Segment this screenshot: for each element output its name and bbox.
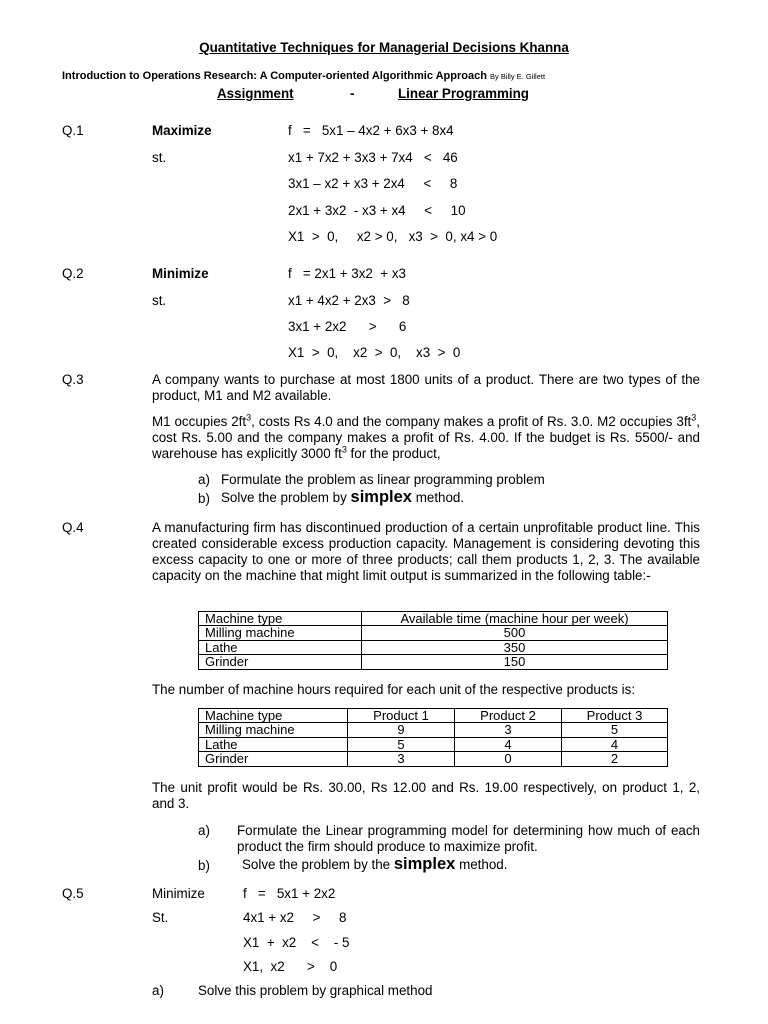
assignment-topic: Linear Programming (398, 86, 529, 101)
q3-p2-part-4: for the product, (346, 446, 441, 461)
subtitle-text: Introduction to Operations Research: A Computer-oriented Algorithmic Approach (62, 70, 487, 82)
q4-b-label: b) (198, 858, 210, 873)
table-cell: Lathe (199, 737, 348, 751)
table-cell: Grinder (199, 655, 362, 669)
table-header-cell: Product 1 (348, 709, 455, 723)
table-header-cell: Machine type (199, 612, 362, 626)
q1-constraint-3: 2x1 + 3x2 - x3 + x4 < 10 (288, 203, 466, 218)
q2-type: Minimize (152, 266, 209, 281)
table-header-row (199, 612, 668, 626)
table-cell: 4 (562, 737, 668, 751)
table-cell: 350 (362, 640, 668, 654)
table-cell: 0 (455, 752, 562, 766)
q2-constraint-1: x1 + 4x2 + 2x3 > 8 (288, 293, 410, 308)
q3-a-text: Formulate the problem as linear programming problem (221, 472, 545, 487)
q1-constraint-1: x1 + 7x2 + 3x3 + 7x4 < 46 (288, 150, 458, 165)
q2-objective: f = 2x1 + 3x2 + x3 (288, 266, 406, 281)
table-cell: 9 (348, 723, 455, 737)
q3-sup-3: 3 (341, 444, 347, 455)
table-header-row (199, 709, 668, 723)
q3-p2-part-1: M1 occupies 2ft (152, 414, 247, 429)
q4-a-text: Formulate the Linear programming model for determining how much of each product the firm should produce to maximize profit. (237, 823, 700, 854)
q3-b-simplex: simplex (350, 488, 412, 506)
q5-a-label: a) (152, 983, 164, 998)
q1-type: Maximize (152, 123, 212, 138)
q3-paragraph-1: A company wants to purchase at most 1800 units of a product. There are two types of the product, M1 and M2 available. (152, 372, 700, 403)
q3-p2-part-3: , cost Rs. 5.00 and the company makes a profit of Rs. 4.00. If the budget is Rs. 5500/- and warehouse has explicitly 3000 ft (152, 414, 701, 461)
table-cell: Milling machine (199, 723, 348, 737)
q3-sup-2: 3 (691, 412, 697, 423)
q5-st: St. (152, 910, 169, 925)
table-cell: 5 (562, 723, 668, 737)
q4-paragraph-3: The unit profit would be Rs. 30.00, Rs 12.00 and Rs. 19.00 respectively, on product 1, 2, and 3. (152, 780, 700, 811)
q3-number: Q.3 (62, 372, 84, 387)
q5-number: Q.5 (62, 886, 84, 901)
q4-a-label: a) (198, 823, 210, 838)
machine-hours-table (198, 708, 668, 767)
table-cell: 4 (455, 737, 562, 751)
table-cell: Lathe (199, 640, 362, 654)
q4-b-text-1: Solve the problem by the (242, 857, 391, 872)
assignment-label: Assignment (217, 86, 294, 101)
document-title: Quantitative Techniques for Managerial Decisions Khanna (199, 40, 569, 55)
q5-constraint-3: X1, x2 > 0 (243, 959, 338, 974)
q1-constraint-2: 3x1 – x2 + x3 + 2x4 < 8 (288, 176, 458, 191)
q4-number: Q.4 (62, 520, 84, 535)
table-row (199, 640, 668, 654)
table-row (199, 655, 668, 669)
q2-constraint-2: 3x1 + 2x2 > 6 (288, 319, 407, 334)
q5-objective: f = 5x1 + 2x2 (243, 886, 336, 901)
q4-b-text (242, 856, 507, 873)
q3-b-text-2: method. (415, 490, 465, 505)
table-cell: 3 (348, 752, 455, 766)
table-cell: Milling machine (199, 626, 362, 640)
q5-a-text: Solve this problem by graphical method (198, 983, 433, 998)
document-subtitle (62, 68, 545, 85)
table-cell: Grinder (199, 752, 348, 766)
table-header-cell: Product 2 (455, 709, 562, 723)
q1-st: st. (152, 150, 167, 165)
q3-sup-1: 3 (246, 412, 252, 423)
q4-b-text-2: method. (459, 857, 508, 872)
q1-objective: f = 5x1 – 4x2 + 6x3 + 8x4 (288, 123, 454, 138)
table-row (199, 737, 668, 751)
q3-a-label: a) (198, 472, 210, 487)
q2-st: st. (152, 293, 167, 308)
q2-constraint-3: X1 > 0, x2 > 0, x3 > 0 (288, 345, 461, 360)
q3-b-text-1: Solve the problem by (221, 490, 347, 505)
assignment-dash: - (350, 86, 355, 101)
q4-b-simplex: simplex (393, 855, 456, 873)
table-row (199, 626, 668, 640)
machine-capacity-table (198, 611, 668, 670)
q2-number: Q.2 (62, 266, 84, 281)
table-cell: 5 (348, 737, 455, 751)
q3-paragraph-2 (152, 414, 700, 462)
q1-number: Q.1 (62, 123, 84, 138)
q3-b-text (221, 489, 464, 506)
q5-constraint-1: 4x1 + x2 > 8 (243, 910, 347, 925)
q3-b-label: b) (198, 491, 210, 506)
table-header-cell: Available time (machine hour per week) (362, 612, 668, 626)
subtitle-author: By Billy E. Gillett (490, 72, 546, 81)
table-row (199, 723, 668, 737)
table-cell: 3 (455, 723, 562, 737)
table-row (199, 752, 668, 766)
q3-p2-part-2: , costs Rs 4.0 and the company makes a profit of Rs. 3.0. M2 occupies 3ft (251, 414, 692, 429)
table-cell: 2 (562, 752, 668, 766)
q4-paragraph-2: The number of machine hours required for each unit of the respective products is: (152, 682, 636, 697)
table-cell: 150 (362, 655, 668, 669)
q1-constraint-4: X1 > 0, x2 > 0, x3 > 0, x4 > 0 (288, 229, 498, 244)
q4-paragraph-1: A manufacturing firm has discontinued production of a certain unprofitable product line. This created considerable excess production capacity. Management is considering devoting this excess capacity to one or more of three products; call them products 1, 2, 3. The available capacity on the machine that might limit output is summarized in the following table:- (152, 520, 700, 583)
q5-type: Minimize (152, 886, 205, 901)
table-header-cell: Product 3 (562, 709, 668, 723)
q5-constraint-2: X1 + x2 < - 5 (243, 935, 350, 950)
table-header-cell: Machine type (199, 709, 348, 723)
table-cell: 500 (362, 626, 668, 640)
